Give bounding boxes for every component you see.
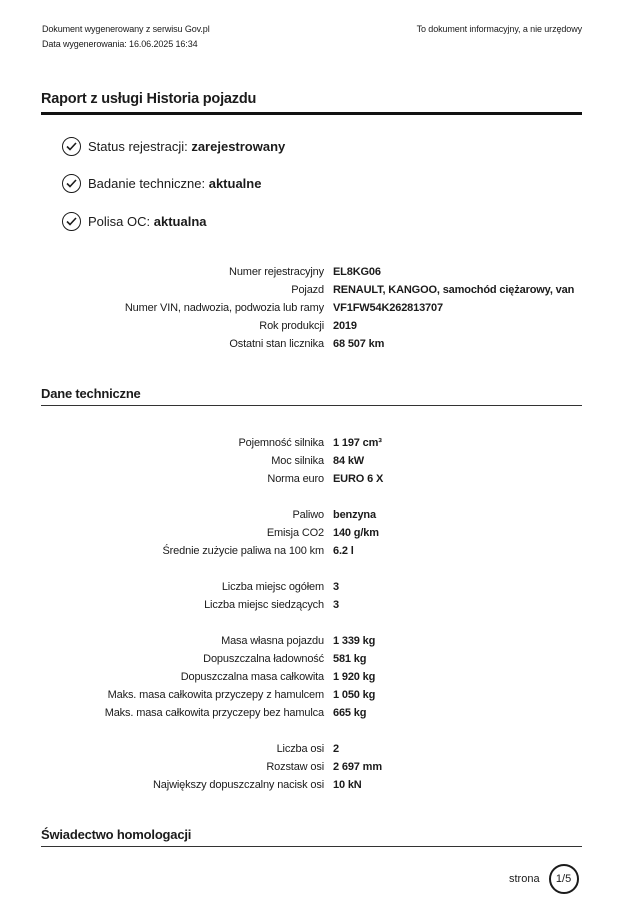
- row-label: Maks. masa całkowita przyczepy bez hamulca: [104, 707, 324, 719]
- row-value: 1 339 kg: [333, 635, 376, 647]
- row-value: 2 697 mm: [333, 761, 382, 773]
- technical-row: [0, 776, 618, 794]
- row-label: Liczba miejsc ogółem: [221, 581, 324, 593]
- status-inspection: [62, 174, 261, 193]
- row-label: Rozstaw osi: [266, 761, 324, 773]
- row-value: 68 507 km: [333, 338, 385, 350]
- status-registration: [62, 137, 285, 156]
- status-label: Badanie techniczne:: [88, 176, 206, 191]
- row-label: Największy dopuszczalny nacisk osi: [153, 779, 324, 791]
- status-value: aktualne: [208, 176, 262, 191]
- row-value: 140 g/km: [333, 527, 379, 539]
- technical-row: [0, 452, 618, 470]
- technical-row: [0, 596, 618, 614]
- section-title: Świadectwo homologacji: [41, 827, 192, 842]
- status-value: zarejestrowany: [191, 139, 286, 154]
- section-title: Dane techniczne: [41, 386, 141, 401]
- vehicle-row: [0, 299, 618, 317]
- row-value: 6.2 l: [333, 545, 354, 557]
- report-title: Raport z usługi Historia pojazdu: [41, 91, 257, 107]
- section-homologation: [41, 826, 582, 847]
- technical-row: [0, 470, 618, 488]
- technical-row: [0, 578, 618, 596]
- row-label: Masa własna pojazdu: [221, 635, 324, 647]
- status-value: aktualna: [153, 214, 207, 229]
- header-left: [42, 22, 210, 52]
- technical-row: [0, 668, 618, 686]
- page-label: strona: [509, 873, 540, 885]
- row-value: 2: [333, 743, 339, 755]
- status-label: Polisa OC:: [88, 214, 151, 229]
- row-label: Numer VIN, nadwozia, podwozia lub ramy: [124, 302, 324, 314]
- row-label: Liczba osi: [276, 743, 324, 755]
- row-label: Ostatni stan licznika: [229, 338, 324, 350]
- row-value: 581 kg: [333, 653, 367, 665]
- row-label: Paliwo: [292, 509, 324, 521]
- technical-row: [0, 704, 618, 722]
- row-label: Dopuszczalna ładowność: [203, 653, 324, 665]
- page-footer: [509, 864, 579, 894]
- generated-date: Data wygenerowania: 16.06.2025 16:34: [42, 39, 198, 49]
- header-disclaimer: To dokument informacyjny, a nie urzędowy: [416, 24, 582, 34]
- row-label: Emisja CO2: [266, 527, 324, 539]
- status-label: Status rejestracji:: [88, 139, 188, 154]
- generated-from: Dokument wygenerowany z serwisu Gov.pl: [42, 24, 210, 34]
- technical-row: [0, 524, 618, 542]
- technical-row: [0, 434, 618, 452]
- row-value: EL8KG06: [333, 266, 381, 278]
- row-value: 2019: [333, 320, 357, 332]
- row-label: Numer rejestracyjny: [229, 266, 324, 278]
- row-value: 3: [333, 581, 339, 593]
- row-label: Dopuszczalna masa całkowita: [180, 671, 324, 683]
- technical-row: [0, 740, 618, 758]
- row-value: RENAULT, KANGOO, samochód ciężarowy, van: [333, 284, 575, 296]
- row-label: Norma euro: [267, 473, 324, 485]
- technical-row: [0, 542, 618, 560]
- report-title-bar: [41, 90, 582, 115]
- vehicle-row: [0, 281, 618, 299]
- check-circle-icon: [62, 137, 81, 156]
- row-label: Pojazd: [291, 284, 324, 296]
- row-value: VF1FW54K262813707: [333, 302, 443, 314]
- technical-row: [0, 506, 618, 524]
- check-circle-icon: [62, 212, 81, 231]
- row-value: 1 197 cm³: [333, 437, 382, 449]
- section-technical: [41, 385, 582, 406]
- row-value: 10 kN: [333, 779, 362, 791]
- row-value: 84 kW: [333, 455, 365, 467]
- row-label: Moc silnika: [271, 455, 324, 467]
- row-value: EURO 6 X: [333, 473, 384, 485]
- row-value: benzyna: [333, 509, 376, 521]
- check-circle-icon: [62, 174, 81, 193]
- vehicle-row: [0, 263, 618, 281]
- page-number: 1/5: [549, 864, 579, 894]
- row-value: 1 920 kg: [333, 671, 376, 683]
- technical-row: [0, 686, 618, 704]
- vehicle-row: [0, 335, 618, 353]
- row-label: Pojemność silnika: [238, 437, 324, 449]
- row-label: Rok produkcji: [259, 320, 324, 332]
- technical-row: [0, 758, 618, 776]
- row-label: Maks. masa całkowita przyczepy z hamulcem: [107, 689, 324, 701]
- row-value: 3: [333, 599, 339, 611]
- row-label: Liczba miejsc siedzących: [204, 599, 324, 611]
- technical-row: [0, 632, 618, 650]
- vehicle-row: [0, 317, 618, 335]
- technical-row: [0, 650, 618, 668]
- row-value: 665 kg: [333, 707, 367, 719]
- row-value: 1 050 kg: [333, 689, 376, 701]
- row-label: Średnie zużycie paliwa na 100 km: [162, 545, 324, 557]
- status-insurance: [62, 212, 207, 231]
